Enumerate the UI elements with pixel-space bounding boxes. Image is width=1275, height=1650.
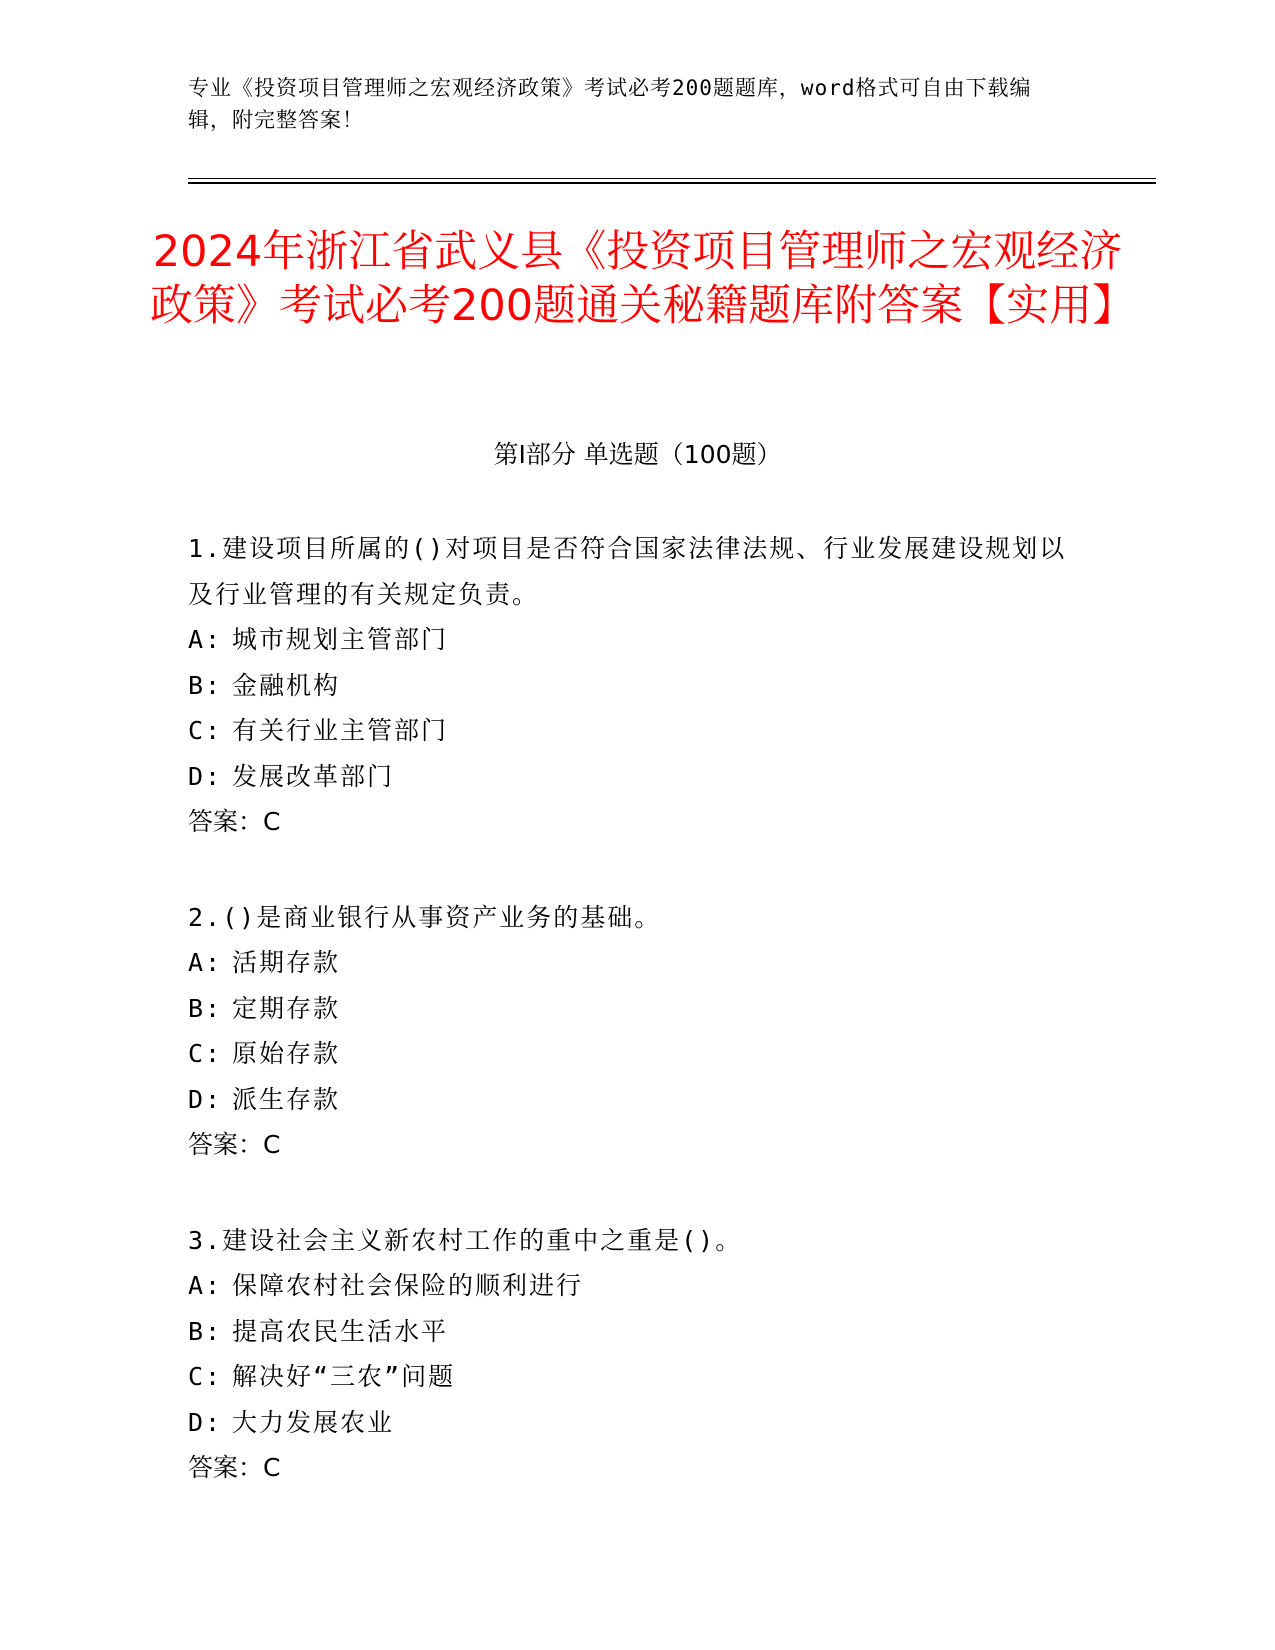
option-key: D: [188,1407,223,1437]
answer: 答案：C [188,807,281,836]
option-b [188,986,1068,1032]
question-3 [188,1218,1068,1491]
option-d [188,1400,1068,1446]
document-title: 2024年浙江省武义县《投资项目管理师之宏观经济政策》考试必考200题通关秘籍题库附答案【实用】 [150,227,1136,331]
option-key: A: [188,625,223,654]
option-key: B: [188,993,223,1023]
option-key: C: [188,1039,223,1068]
header-divider-thick [188,182,1156,184]
question-list [188,526,1068,1541]
option-text: 定期存款 [232,993,341,1023]
answer: 答案：C [188,1453,281,1482]
header-note: 专业《投资项目管理师之宏观经济政策》考试必考200题题库，word格式可自由下载编辑，附完整答案！ [188,76,1032,132]
option-c [188,708,1068,754]
answer: 答案：C [188,1130,281,1159]
section-heading: 第I部分 单选题（100题） [493,440,782,469]
option-text: 派生存款 [232,1084,341,1114]
option-key: B: [188,1316,223,1346]
option-d [188,1077,1068,1123]
option-key: A: [188,1271,223,1300]
option-b [188,1309,1068,1355]
option-key: C: [188,1362,223,1391]
option-a [188,617,1068,663]
option-c [188,1354,1068,1400]
option-d [188,754,1068,800]
option-text: 有关行业主管部门 [232,716,449,745]
option-text: 解决好“三农”问题 [232,1362,456,1391]
option-text: 城市规划主管部门 [232,625,449,654]
option-b [188,663,1068,709]
header-divider-thin [188,178,1156,179]
option-c [188,1031,1068,1077]
option-text: 活期存款 [232,948,341,977]
question-stem: 3.建设社会主义新农村工作的重中之重是()。 [188,1225,743,1255]
option-key: D: [188,1084,223,1114]
option-key: D: [188,761,223,791]
option-text: 发展改革部门 [232,761,395,791]
option-text: 大力发展农业 [232,1407,395,1437]
option-a [188,1263,1068,1309]
option-key: B: [188,670,223,700]
question-2 [188,895,1068,1168]
option-a [188,940,1068,986]
question-stem: 1.建设项目所属的()对项目是否符合国家法律法规、行业发展建设规划以及行业管理的有关规定负责。 [188,534,1067,609]
option-text: 原始存款 [232,1039,341,1068]
option-text: 保障农村社会保险的顺利进行 [232,1271,584,1300]
option-key: A: [188,948,223,977]
question-1 [188,526,1068,845]
question-stem: 2.()是商业银行从事资产业务的基础。 [188,902,662,932]
option-text: 金融机构 [232,670,341,700]
option-text: 提高农民生活水平 [232,1316,449,1346]
option-key: C: [188,716,223,745]
